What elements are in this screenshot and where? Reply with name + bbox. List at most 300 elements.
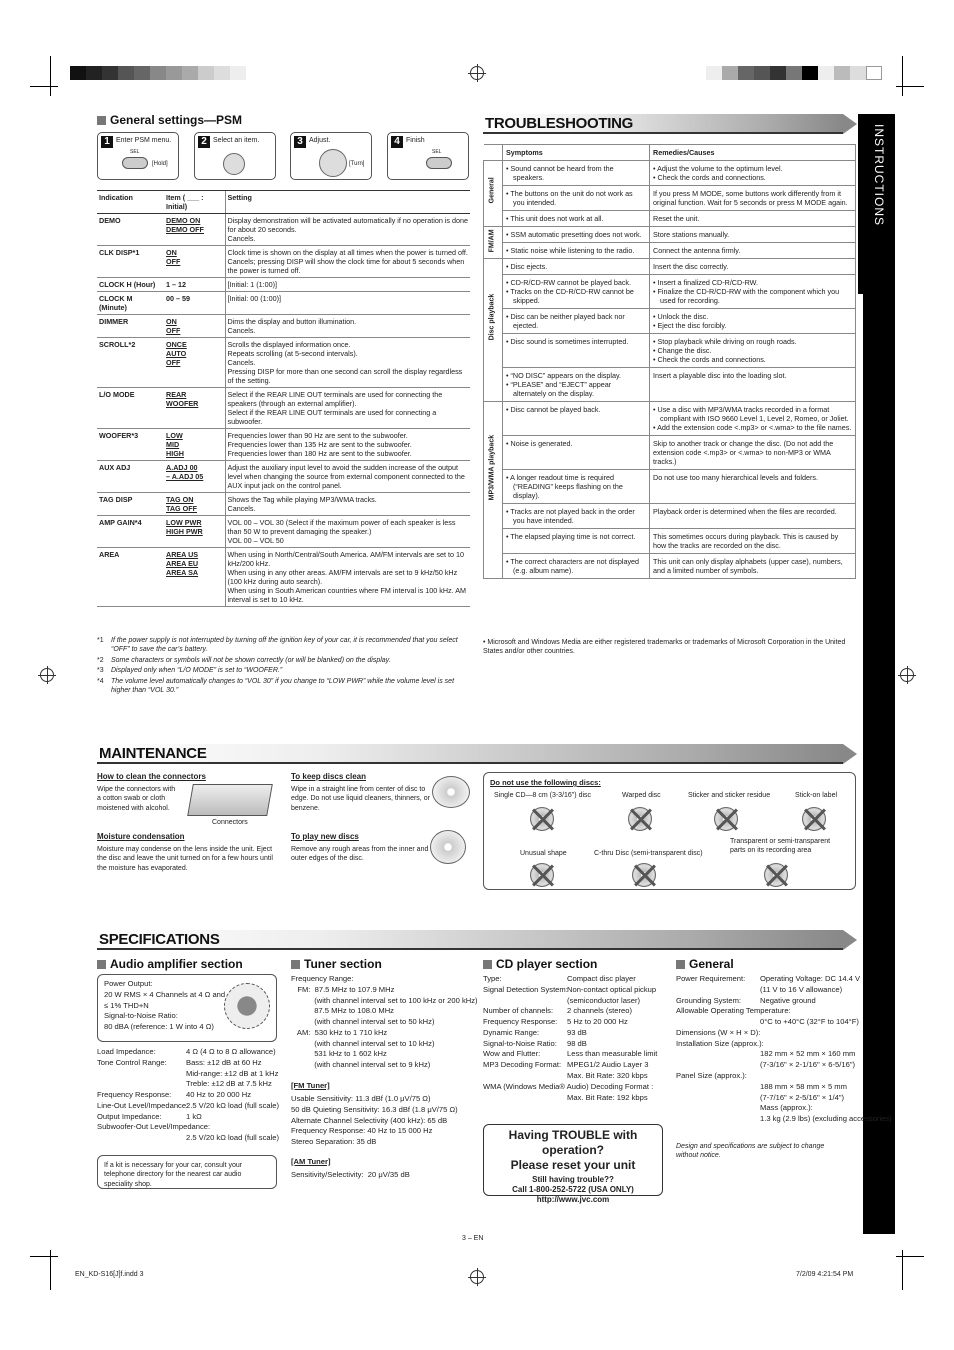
- symptom-cell: [503, 436, 650, 470]
- footer-file: EN_KD-S16[J]f.indd 3: [75, 1271, 144, 1278]
- item-value: AREA SA: [166, 568, 199, 577]
- specifications-banner: SPECIFICATIONS: [97, 930, 843, 950]
- fm-tuner-specs: [291, 1094, 458, 1148]
- spec-line: [483, 1039, 657, 1050]
- trademark-note: • Microsoft and Windows Media are either registered trademarks or trademarks of Microsoft Corporation in the United States and/or other countries.: [483, 639, 846, 656]
- sel-button-icon: [122, 157, 148, 169]
- spec-line: [676, 1082, 892, 1093]
- remedy-text: [653, 164, 852, 173]
- remedy-value: Unlock the disc.: [657, 312, 709, 321]
- remedy-cell: [650, 161, 856, 186]
- support-url: http://www.jvc.com: [536, 1195, 610, 1204]
- remedy-value: Check the cords and connections.: [657, 355, 766, 364]
- spec-value: (11 V to 16 V allowance): [760, 984, 843, 994]
- category-label: Disc playback: [488, 293, 496, 340]
- symptom-cell: [503, 275, 650, 309]
- setting-text: Adjust the auxiliary input level to avoid the sudden increase of the output level when changing the source from external component connected to the AUX input jack on the control panel.: [227, 463, 465, 490]
- symptom-value: SSM automatic presetting does not work.: [510, 230, 642, 239]
- item-value: LOW: [166, 431, 183, 440]
- spec-key: Type:: [483, 974, 502, 983]
- spec-line: [483, 985, 657, 996]
- crop-mark: [30, 86, 58, 87]
- symptom-value: Tracks are not played back in the order you have intended.: [510, 507, 635, 525]
- spec-key: [483, 996, 567, 1007]
- remedy-text: [653, 278, 852, 287]
- moisture-section: Moisture condensation Moisture may condense on the lens inside the unit. Eject the disc and leave the unit turned on for a few hours until the moisture has evaporated.: [97, 832, 273, 872]
- psm-title: General settings—PSM: [97, 113, 242, 128]
- trouble-line: Still having trouble??: [532, 1175, 614, 1184]
- footnote: [97, 656, 469, 665]
- col-item: Item ( ___ : Initial): [164, 191, 225, 214]
- hold-label: [Hold]: [152, 161, 168, 167]
- setting-cell: [225, 246, 470, 278]
- item-value: TAG ON: [166, 495, 194, 504]
- trouble-row: [484, 211, 856, 227]
- footnote-mark: *1: [97, 637, 104, 644]
- item-value: OFF: [166, 326, 181, 335]
- remedy-text: [653, 532, 852, 550]
- symptom-text: [506, 189, 646, 207]
- symptom-value: The correct characters are not displayed (e.g. album name).: [510, 557, 640, 575]
- setting-cell: [225, 388, 470, 429]
- trouble-row: [484, 554, 856, 579]
- psm-row: [97, 278, 470, 292]
- bullet: •: [653, 278, 658, 287]
- trouble-row: [484, 259, 856, 275]
- item-value: AREA US: [166, 550, 199, 559]
- fm-tuner-title: [FM Tuner]: [291, 1081, 330, 1090]
- remedy-cell: [650, 554, 856, 579]
- footnote-text: If the power supply is not interrupted by turning off the ignition key of your car, it is recommended that you select “OFF” to save the car’s battery.: [111, 637, 458, 654]
- bullet: •: [653, 321, 658, 330]
- trouble-row: [484, 309, 856, 334]
- spec-line: Power Output:: [104, 979, 153, 988]
- trouble-category: [484, 227, 503, 259]
- disc-label: Sticker and sticker residue: [688, 792, 771, 799]
- item-cell: [164, 338, 225, 388]
- kit-note-box: [97, 1155, 277, 1189]
- item-cell: [164, 493, 225, 516]
- item-cell: [164, 315, 225, 338]
- setting-cell: [225, 278, 470, 292]
- spec-line: [676, 974, 892, 985]
- spec-key: Dimensions (W × H × D):: [676, 1027, 761, 1037]
- clean-connectors-section: How to clean the connectors Wipe the connectors with a cotton swab or cloth moistened with alcohol.: [97, 772, 206, 812]
- psm-step-1: 1 Enter PSM menu. SEL [Hold]: [97, 132, 179, 180]
- connectors-illustration: [187, 784, 273, 816]
- indication-cell: CLOCK H (Hour): [97, 278, 164, 292]
- spec-line: [97, 1122, 279, 1133]
- psm-row: [97, 516, 470, 548]
- page-number: 3 – EN: [462, 1235, 484, 1242]
- trouble-row: [484, 504, 856, 529]
- setting-cell: [225, 292, 470, 315]
- spec-key: [676, 985, 760, 996]
- footer-date: 7/2/09 4:21:54 PM: [796, 1271, 854, 1278]
- remedy-text: [653, 246, 852, 255]
- symptom-value: Sound cannot be heard from the speakers.: [510, 164, 614, 182]
- symptom-cell: [503, 334, 650, 368]
- symptom-value: Tracks on the CD-R/CD-RW cannot be skipped.: [510, 287, 634, 305]
- spec-line: [483, 1060, 657, 1071]
- setting-cell: [225, 315, 470, 338]
- troubleshooting-table: [483, 144, 856, 579]
- setting-text: Cancels.: [227, 326, 256, 335]
- trouble-row: [484, 227, 856, 243]
- remedy-value: Connect the antenna firmly.: [653, 246, 741, 255]
- symptom-text: [506, 214, 646, 223]
- setting-text: Dims the display and button illumination.: [227, 317, 357, 326]
- trouble-category: [484, 402, 503, 579]
- item-value: REAR: [166, 390, 187, 399]
- remedy-value: Use a disc with MP3/WMA tracks recorded in a format compliant with ISO 9660 Level 1, Level 2, Romeo, or Joliet.: [657, 405, 849, 423]
- remedy-value: Finalize the CD-R/CD-RW with the component which you used for recording.: [657, 287, 840, 305]
- setting-text: When using in any other areas. AM/FM intervals are set to 9 kHz/50 kHz (100 kHz during auto search).: [227, 568, 458, 586]
- spec-value: 93 dB: [567, 1027, 587, 1037]
- new-disc-icon: [430, 830, 466, 864]
- crop-mark: [896, 86, 924, 87]
- spec-line: [483, 1028, 657, 1039]
- banner-tip: [843, 930, 857, 950]
- spec-key: Allowable Operating Temperature:: [676, 1006, 791, 1016]
- indication-cell: DEMO: [97, 214, 164, 246]
- indication-cell: L/O MODE: [97, 388, 164, 429]
- item-value: WOOFER: [166, 399, 199, 408]
- item-cell: [164, 461, 225, 493]
- indication-cell: SCROLL*2: [97, 338, 164, 388]
- spec-line: [97, 1112, 279, 1123]
- setting-text: Shows the Tag while playing MP3/WMA tracks.: [227, 495, 377, 504]
- remedy-value: Store stations manually.: [653, 230, 730, 239]
- spec-line: AM: 530 kHz to 1 710 kHz: [291, 1027, 388, 1037]
- bullet: •: [506, 189, 511, 198]
- bad-discs-box: [483, 772, 856, 890]
- spec-value: MPEG1/2 Audio Layer 3: [567, 1060, 649, 1070]
- item-cell: [164, 548, 225, 607]
- setting-text: When using in North/Central/South America. AM/FM intervals are set to 10 kHz/200 kHz.: [227, 550, 464, 568]
- trouble-category: [484, 161, 503, 227]
- setting-text: Clock time is shown on the display at all times when the power is turned off.: [227, 248, 468, 257]
- spec-key: [97, 1079, 186, 1090]
- spec-line: [483, 1006, 657, 1017]
- bullet: •: [506, 312, 511, 321]
- spec-line: [483, 996, 657, 1007]
- connectors-label: Connectors: [212, 819, 248, 826]
- item-cell: [164, 516, 225, 548]
- spec-line: 20 W RMS × 4 Channels at 4 Ω and: [104, 989, 226, 999]
- indication-cell: WOOFER*3: [97, 429, 164, 461]
- spec-value: Bass: ±12 dB at 60 Hz: [186, 1057, 262, 1067]
- bullet: •: [506, 473, 511, 482]
- spec-key: [676, 1082, 760, 1093]
- symptom-cell: [503, 368, 650, 402]
- item-value: OFF: [166, 358, 181, 367]
- remedy-value: Insert a finalized CD-R/CD-RW.: [657, 278, 759, 287]
- footnote-mark: *4: [97, 677, 104, 685]
- control-dial-icon: [223, 153, 245, 175]
- item-value: DEMO OFF: [166, 225, 204, 234]
- spec-value: Max. Bit Rate: 192 kbps: [567, 1092, 648, 1102]
- remedy-value: Insert the disc correctly.: [653, 262, 729, 271]
- bad-discs-title: Do not use the following discs:: [490, 778, 601, 787]
- item-value: – A.ADJ 05: [166, 472, 204, 481]
- spec-line: [676, 1093, 892, 1104]
- bullet: •: [653, 312, 658, 321]
- spec-line: [483, 1071, 657, 1082]
- item-cell: [164, 278, 225, 292]
- setting-text: VOL 00 – VOL 50: [227, 536, 284, 545]
- trouble-row: [484, 470, 856, 504]
- psm-footnotes: [97, 636, 469, 697]
- spec-value: 2 channels (stereo): [567, 1006, 633, 1016]
- spec-line: 80 dBA (reference: 1 W into 4 Ω): [104, 1022, 214, 1032]
- remedy-cell: [650, 243, 856, 259]
- spec-key: Load Impedance:: [97, 1047, 156, 1056]
- symptom-text: [506, 371, 646, 380]
- spec-key: [676, 1093, 760, 1104]
- cd-player-title: CD player section: [483, 957, 597, 972]
- category-label: FM/AM: [488, 229, 496, 253]
- symptom-cell: [503, 529, 650, 554]
- spec-value: Operating Voltage: DC 14.4 V: [760, 974, 861, 983]
- setting-text: Repeats scrolling (at 5-second intervals).: [227, 349, 358, 358]
- spec-line: Usable Sensitivity: 11.3 dBf (1.0 μV/75 Ω): [291, 1094, 431, 1103]
- spec-line: Sensitivity/Selectivity: 20 μV/35 dB: [291, 1170, 410, 1179]
- psm-step-4: 4 Finish SEL: [387, 132, 469, 180]
- spec-line: Alternate Channel Selectivity (400 kHz): 65 dB: [291, 1115, 448, 1125]
- setting-text: Display demonstration will be activated automatically if no operation is done for about 20 seconds.: [227, 216, 469, 234]
- spec-line: 531 kHz to 1 602 kHz: [291, 1049, 387, 1059]
- spec-key: Wow and Flutter:: [483, 1049, 541, 1059]
- setting-text: Cancels.: [227, 504, 256, 513]
- bullet: •: [653, 164, 658, 173]
- symptom-cell: [503, 243, 650, 259]
- symptom-value: Noise is generated.: [510, 439, 573, 448]
- remedy-cell: [650, 504, 856, 529]
- spec-line: 87.5 MHz to 108.0 MHz: [291, 1006, 394, 1016]
- spec-line: [676, 1028, 892, 1039]
- am-tuner-title: [AM Tuner]: [291, 1157, 331, 1166]
- spec-key: [676, 1103, 760, 1114]
- remedy-cell: [650, 227, 856, 243]
- symptom-value: “NO DISC” appears on the display.: [510, 371, 622, 380]
- spec-value: Negative ground: [760, 995, 816, 1005]
- footnote-text: Displayed only when “L/O MODE” is set to “WOOFER.”: [111, 667, 283, 675]
- remedy-text: [653, 439, 852, 466]
- symptom-text: [506, 246, 646, 255]
- remedy-text: [653, 287, 852, 305]
- audio-amp-specs: [97, 1047, 279, 1144]
- spec-key: [676, 1017, 760, 1028]
- spec-key: Signal Detection System:: [483, 984, 568, 994]
- c-thru-disc-icon: [632, 863, 656, 887]
- spec-line: Signal-to-Noise Ratio:: [104, 1011, 178, 1021]
- setting-text: Cancels.: [227, 234, 256, 243]
- symptom-text: [506, 380, 646, 398]
- psm-row: [97, 246, 470, 278]
- setting-text: [Initial: 00 (1:00)]: [227, 294, 282, 303]
- symptom-value: Disc ejects.: [510, 262, 548, 271]
- bullet: •: [653, 337, 658, 346]
- spec-line: [97, 1101, 279, 1112]
- remedy-value: Change the disc.: [657, 346, 712, 355]
- symptom-value: Disc can be neither played back nor ejected.: [510, 312, 625, 330]
- troubleshooting-banner: TROUBLESHOOTING: [483, 114, 843, 134]
- symptom-text: [506, 262, 646, 271]
- indication-cell: AUX ADJ: [97, 461, 164, 493]
- spec-value: Treble: ±12 dB at 7.5 kHz: [186, 1079, 272, 1089]
- remedy-value: This unit can only display alphabets (upper case), numbers, and a limited number of symbols.: [653, 557, 843, 575]
- remedy-value: Playback order is determined when the files are recorded.: [653, 507, 837, 516]
- remedy-cell: [650, 529, 856, 554]
- spec-line: [97, 1058, 279, 1069]
- remedy-cell: [650, 402, 856, 436]
- symptom-cell: [503, 211, 650, 227]
- registration-mark: [470, 66, 484, 80]
- trouble-category: [484, 259, 503, 402]
- psm-row: [97, 315, 470, 338]
- trouble-row: [484, 529, 856, 554]
- setting-cell: [225, 429, 470, 461]
- symptom-value: This unit does not work at all.: [510, 214, 604, 223]
- spec-line: FM: 87.5 MHz to 107.9 MHz: [291, 984, 395, 994]
- spec-value: 1 kΩ: [186, 1111, 202, 1121]
- spec-key: [483, 1071, 567, 1082]
- audio-amp-title: Audio amplifier section: [97, 957, 243, 972]
- bullet: •: [506, 278, 511, 287]
- symptom-cell: [503, 309, 650, 334]
- footnote-mark: *2: [97, 656, 104, 664]
- symptom-text: [506, 439, 646, 448]
- spec-value: (7-3/16" × 2-1/16" × 6-5/16"): [760, 1060, 856, 1070]
- setting-cell: [225, 338, 470, 388]
- spec-line: [676, 985, 892, 996]
- setting-text: [Initial: 1 (1:00)]: [227, 280, 278, 289]
- spec-key: Subwoofer-Out Level/Impedance:: [97, 1122, 211, 1132]
- col-indication: Indication: [97, 191, 164, 214]
- trouble-line: Having TROUBLE with operation?: [508, 1128, 638, 1157]
- symptom-text: [506, 507, 646, 525]
- remedy-text: [653, 337, 852, 346]
- wipe-disc-icon: [432, 776, 470, 808]
- spec-line: [676, 1060, 892, 1071]
- item-cell: [164, 292, 225, 315]
- disc-label: Single CD—8 cm (3-3/16") disc: [494, 792, 592, 799]
- tuner-specs: [291, 974, 478, 1071]
- psm-row: [97, 493, 470, 516]
- symptom-value: Disc cannot be played back.: [510, 405, 601, 414]
- remedy-text: [653, 230, 852, 239]
- symptom-text: [506, 287, 646, 305]
- remedy-value: Adjust the volume to the optimum level.: [657, 164, 783, 173]
- spec-value: (7-7/16" × 2-5/16" × 1/4"): [760, 1092, 845, 1102]
- col-remedies: Remedies/Causes: [650, 145, 856, 161]
- indication-cell: CLOCK M (Minute): [97, 292, 164, 315]
- indication-cell: CLK DISP*1: [97, 246, 164, 278]
- sel-label: SEL: [130, 149, 140, 155]
- spec-value: Mid-range: ±12 dB at 1 kHz: [186, 1068, 279, 1078]
- footnote: [97, 666, 469, 675]
- spec-line: Stereo Separation: 35 dB: [291, 1137, 377, 1147]
- remedy-cell: [650, 186, 856, 211]
- setting-cell: [225, 516, 470, 548]
- remedy-value: Insert a playable disc into the loading slot.: [653, 371, 787, 380]
- spec-value: (semiconductor laser): [567, 995, 641, 1005]
- item-value: DEMO ON: [166, 216, 201, 225]
- spec-key: Dynamic Range:: [483, 1027, 540, 1037]
- setting-cell: [225, 214, 470, 246]
- spec-value: Non-contact optical pickup: [567, 984, 657, 994]
- item-value: A.ADJ 00: [166, 463, 198, 472]
- spec-value: 188 mm × 58 mm × 5 mm: [760, 1081, 847, 1091]
- spec-line: [483, 1093, 657, 1104]
- spec-line: [483, 1049, 657, 1060]
- remedy-value: Add the extension code <.mp3> or <.wma> to the file names.: [657, 423, 852, 432]
- remedy-text: [653, 346, 852, 355]
- remedy-text: [653, 557, 852, 575]
- control-dial-icon: [319, 149, 347, 177]
- trouble-row: [484, 161, 856, 186]
- spec-key: [483, 1093, 567, 1104]
- registration-mark: [40, 668, 54, 682]
- spec-line: [97, 1090, 279, 1101]
- disc-label: Transparent or semi-transparent parts on its recording area: [730, 838, 831, 855]
- setting-text: Frequencies lower than 90 Hz are sent to the subwoofer.: [227, 431, 408, 440]
- bullet: •: [506, 405, 511, 414]
- reset-help-box: [483, 1124, 663, 1204]
- indication-cell: DIMMER: [97, 315, 164, 338]
- disc-label: Warped disc: [622, 792, 661, 799]
- remedy-cell: [650, 436, 856, 470]
- symptom-cell: [503, 186, 650, 211]
- bullet: •: [506, 262, 511, 271]
- symptom-cell: [503, 161, 650, 186]
- spec-value: 2.5 V/20 kΩ load (full scale): [186, 1133, 280, 1143]
- remedy-text: [653, 214, 852, 223]
- indication-cell: TAG DISP: [97, 493, 164, 516]
- remedy-cell: [650, 309, 856, 334]
- bullet: •: [506, 287, 511, 296]
- remedy-text: [653, 355, 852, 364]
- remedy-text: [653, 371, 852, 380]
- bullet: •: [653, 287, 658, 296]
- item-value: HIGH PWR: [166, 527, 203, 536]
- spec-value: 0°C to +40°C (32°F to 104°F): [760, 1017, 859, 1027]
- design-note: Design and specifications are subject to change without notice.: [676, 1143, 825, 1160]
- spec-line: [676, 996, 892, 1007]
- warped-disc-icon: [628, 807, 652, 831]
- spec-key: Tone Control Range:: [97, 1057, 167, 1067]
- remedy-cell: [650, 275, 856, 309]
- symptom-value: CD-R/CD-RW cannot be played back.: [510, 278, 632, 287]
- bullet: •: [506, 380, 511, 389]
- turn-label: [Turn]: [349, 161, 365, 167]
- spec-line: [676, 1071, 892, 1082]
- remedy-value: Check the cords and connections.: [657, 173, 766, 182]
- bullet: •: [653, 355, 658, 364]
- psm-row: [97, 214, 470, 246]
- am-tuner-specs: [291, 1170, 410, 1181]
- unusual-shape-disc-icon: [530, 863, 554, 887]
- spec-key: [97, 1069, 186, 1080]
- tuner-title: Tuner section: [291, 957, 382, 972]
- spec-line: [676, 1114, 892, 1125]
- spec-line: [676, 1017, 892, 1028]
- footnote: [97, 677, 469, 696]
- bullet: •: [506, 246, 511, 255]
- spec-line: [483, 1082, 657, 1093]
- trouble-row: [484, 402, 856, 436]
